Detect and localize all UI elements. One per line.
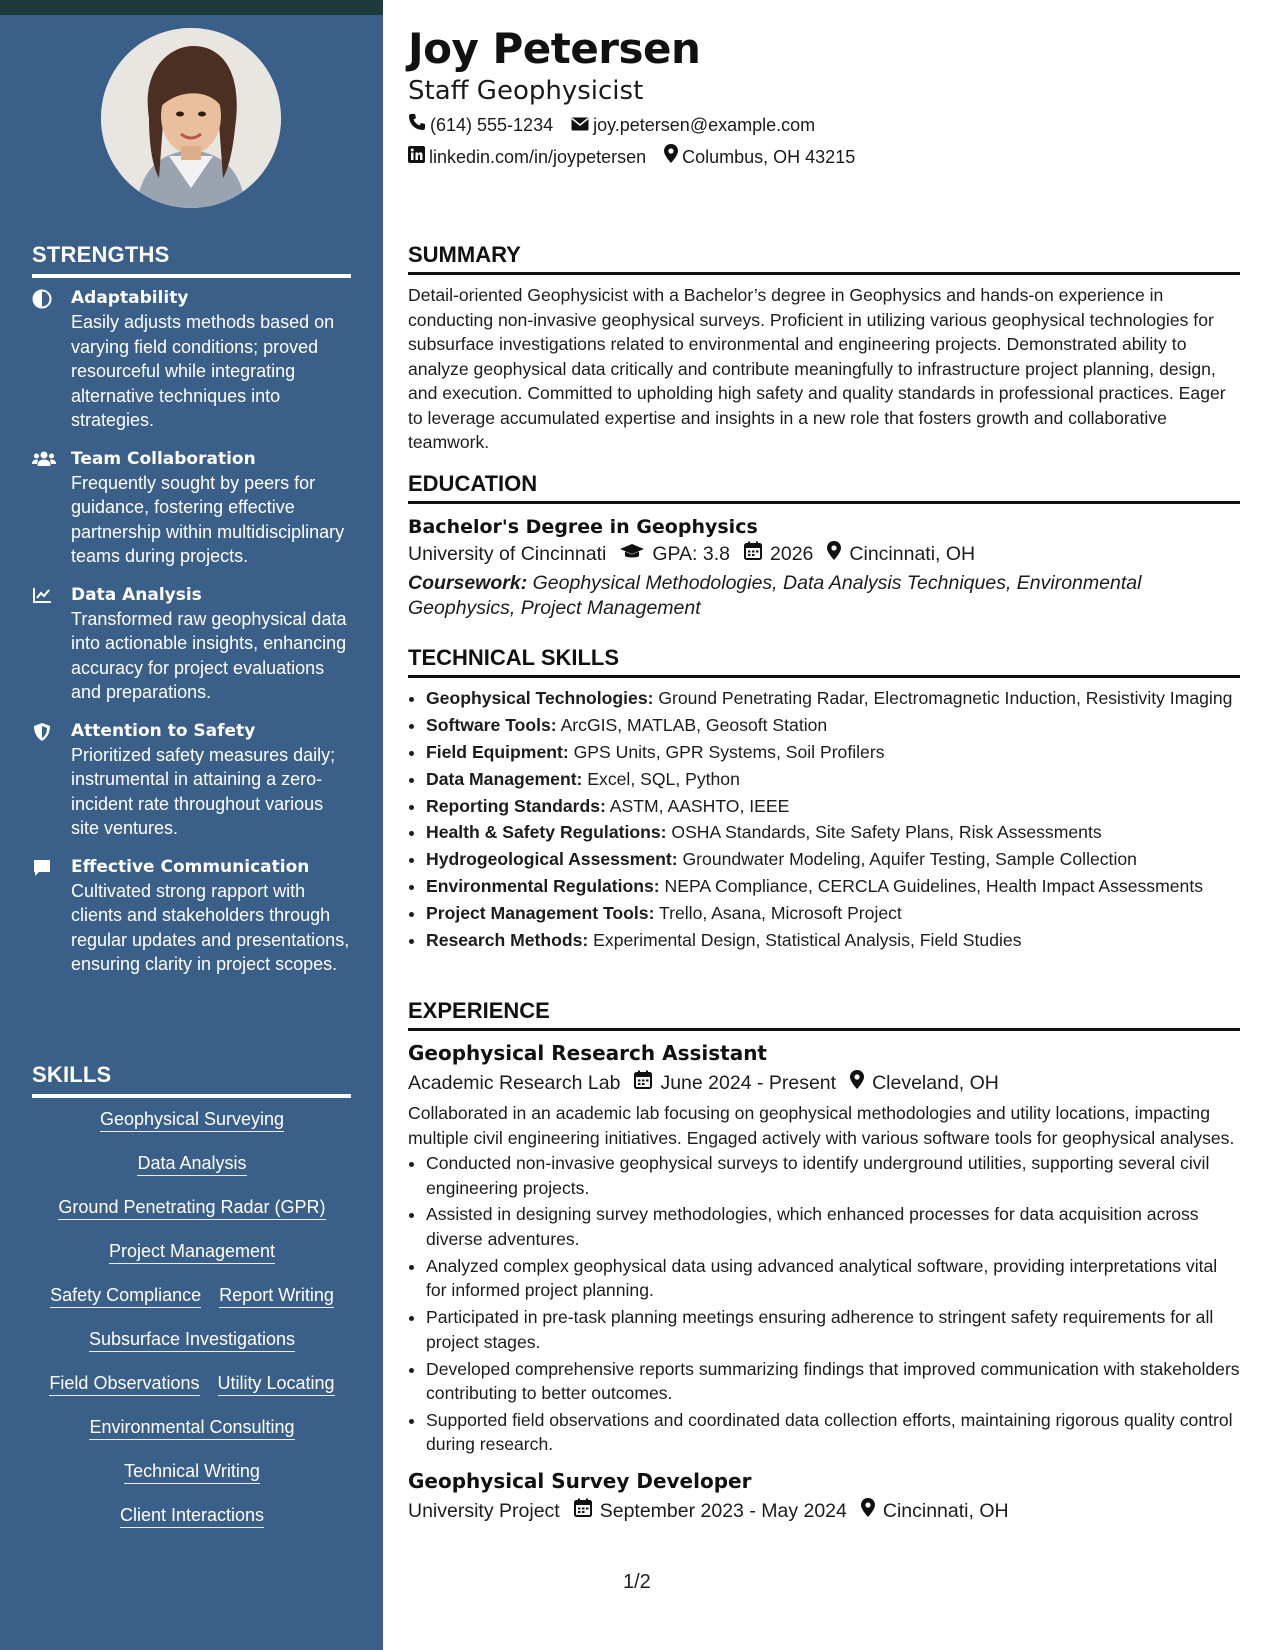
list-item bbox=[426, 847, 1240, 872]
strength-item bbox=[32, 583, 352, 705]
list-item: • Assisted in designing survey methodologies, which enhanced processes for data acquisition across diverse adventures. bbox=[426, 1202, 1240, 1251]
list-item bbox=[426, 928, 1240, 953]
linkedin-icon bbox=[408, 145, 429, 169]
strength-desc: Transformed raw geophysical data into actionable insights, enhancing accuracy for project evaluations and preparations. bbox=[71, 608, 347, 702]
job-dates: June 2024 - Present bbox=[660, 1072, 837, 1094]
gpa-text: GPA: 3.8 bbox=[652, 543, 731, 565]
skill-label: Field Equipment: bbox=[426, 741, 569, 762]
list-item: • Supported field observations and coordinated data collection efforts, maintaining rigorous quality control during research. bbox=[426, 1408, 1240, 1457]
map-pin-icon bbox=[827, 540, 849, 568]
skill-value: ArcGIS, MATLAB, Geosoft Station bbox=[556, 714, 828, 735]
skill-chip: Safety Compliance bbox=[50, 1284, 201, 1308]
coursework bbox=[408, 571, 1240, 620]
strength-desc: Prioritized safety measures daily; instrumental in attaining a zero-incident rate throughout various site ventures. bbox=[71, 744, 336, 838]
skills-list bbox=[32, 1108, 352, 1548]
strengths-list bbox=[32, 286, 352, 991]
half-circle-icon bbox=[32, 289, 54, 309]
skill-chip: Subsurface Investigations bbox=[89, 1328, 295, 1352]
skills-heading: SKILLS bbox=[32, 1062, 351, 1098]
list-item: • Conducted non-invasive geophysical surveys to identify underground utilities, supporting several civil engineering projects. bbox=[426, 1151, 1240, 1200]
technical-skills-list bbox=[408, 686, 1240, 953]
calendar-icon bbox=[634, 1069, 660, 1097]
skill-chip: Environmental Consulting bbox=[89, 1416, 294, 1440]
chart-line-icon bbox=[32, 586, 54, 606]
job-dates: September 2023 - May 2024 bbox=[599, 1499, 847, 1522]
education-meta bbox=[408, 540, 1240, 568]
skill-label: Software Tools: bbox=[426, 714, 557, 735]
strengths-heading: STRENGTHS bbox=[32, 242, 351, 278]
skill-label: Geophysical Technologies: bbox=[426, 688, 654, 708]
job-entry bbox=[408, 1039, 1240, 1457]
skill-label: Research Methods: bbox=[426, 930, 589, 951]
skill-value: Trello, Asana, Microsoft Project bbox=[654, 903, 902, 924]
job-dates-item bbox=[574, 1497, 847, 1525]
year-text: 2026 bbox=[770, 543, 814, 565]
skill-chip: Client Interactions bbox=[120, 1504, 264, 1528]
job-meta bbox=[408, 1497, 1240, 1525]
coursework-label: Coursework: bbox=[408, 572, 528, 594]
summary-section bbox=[408, 241, 1240, 455]
email-text: joy.petersen@example.com bbox=[593, 115, 816, 135]
candidate-name: Joy Petersen bbox=[408, 24, 701, 73]
list-item bbox=[426, 794, 1240, 819]
skill-chip: Project Management bbox=[109, 1240, 275, 1264]
graduation-cap-icon bbox=[620, 540, 652, 568]
job-summary: Collaborated in an academic lab focusing on geophysical methodologies and utility locations, impacting multiple civil engineering initiatives. Engaged actively with various software tools for geophysical analyses. bbox=[408, 1103, 1235, 1148]
list-item: • Analyzed complex geophysical data using advanced analytical software, providing interpretations vital for informed project planning. bbox=[426, 1254, 1240, 1303]
experience-section bbox=[408, 997, 1240, 1525]
strength-desc: Easily adjusts methods based on varying field conditions; proved resourceful while integrating alternative techniques into strategies. bbox=[71, 312, 335, 430]
map-pin-icon bbox=[850, 1069, 872, 1097]
linkedin-contact bbox=[408, 145, 646, 169]
skill-label: Health & Safety Regulations: bbox=[426, 822, 667, 843]
gpa-item bbox=[620, 540, 730, 568]
job-org: University Project bbox=[408, 1499, 560, 1522]
skill-chip: Data Analysis bbox=[137, 1152, 246, 1176]
strength-title: Team Collaboration bbox=[71, 448, 256, 469]
skill-chip: Ground Penetrating Radar (GPR) bbox=[58, 1196, 325, 1220]
technical-skills-section bbox=[408, 644, 1240, 955]
list-item bbox=[426, 820, 1240, 845]
skill-chip: Geophysical Surveying bbox=[100, 1108, 284, 1132]
sidebar-top-bar bbox=[0, 0, 383, 15]
strength-title: Adaptability bbox=[71, 288, 189, 308]
list-item bbox=[426, 740, 1240, 765]
list-item: • Participated in pre-task planning meetings ensuring adherence to stringent safety requirements for all project stages. bbox=[426, 1305, 1240, 1354]
location-contact bbox=[664, 144, 855, 169]
avatar bbox=[101, 28, 281, 208]
job-location: Cincinnati, OH bbox=[882, 1499, 1009, 1522]
users-icon bbox=[32, 450, 54, 470]
skill-value: Ground Penetrating Radar, Electromagnetic Induction, Resistivity Imaging bbox=[653, 688, 1233, 708]
list-item bbox=[426, 713, 1240, 738]
calendar-icon bbox=[574, 1497, 600, 1525]
map-pin-icon bbox=[861, 1497, 883, 1525]
year-item bbox=[744, 540, 813, 568]
skill-value: NEPA Compliance, CERCLA Guidelines, Health Impact Assessments bbox=[659, 876, 1204, 897]
contact-line-2 bbox=[408, 144, 873, 169]
candidate-role: Staff Geophysicist bbox=[408, 76, 644, 106]
envelope-icon bbox=[571, 113, 593, 137]
job-org: Academic Research Lab bbox=[408, 1072, 621, 1094]
phone-text: (614) 555-1234 bbox=[430, 115, 554, 135]
job-location-item bbox=[861, 1497, 1009, 1525]
location-text: Columbus, OH 43215 bbox=[682, 146, 856, 167]
map-pin-icon bbox=[664, 144, 682, 169]
skill-label: Data Management: bbox=[426, 768, 583, 789]
education-section bbox=[408, 470, 1240, 620]
job-location-item bbox=[850, 1069, 999, 1097]
phone-icon bbox=[408, 113, 430, 137]
job-location: Cleveland, OH bbox=[872, 1072, 999, 1094]
strength-title: Attention to Safety bbox=[71, 720, 256, 741]
edu-location-text: Cincinnati, OH bbox=[849, 543, 976, 565]
skill-value: GPS Units, GPR Systems, Soil Profilers bbox=[568, 741, 885, 762]
job-title: Geophysical Research Assistant bbox=[408, 1041, 767, 1065]
education-heading: EDUCATION bbox=[408, 470, 1240, 504]
linkedin-text: linkedin.com/in/joypetersen bbox=[429, 146, 647, 167]
degree-title: Bachelor's Degree in Geophysics bbox=[408, 516, 758, 538]
list-item bbox=[426, 686, 1240, 711]
strength-title: Data Analysis bbox=[71, 584, 202, 605]
list-item: • Developed comprehensive reports summarizing findings that improved communication with stakeholders contributing to better outcomes. bbox=[426, 1357, 1240, 1406]
list-item bbox=[426, 767, 1240, 792]
strength-item bbox=[32, 447, 352, 569]
experience-heading: EXPERIENCE bbox=[408, 997, 1240, 1031]
job-title: Geophysical Survey Developer bbox=[408, 1468, 752, 1493]
skill-value: Experimental Design, Statistical Analysis, Field Studies bbox=[588, 930, 1022, 951]
skill-label: Project Management Tools: bbox=[426, 903, 655, 924]
technical-skills-heading: TECHNICAL SKILLS bbox=[408, 644, 1240, 678]
job-dates-item bbox=[634, 1069, 836, 1097]
phone-contact bbox=[408, 113, 553, 137]
page-number: 1/2 bbox=[623, 1571, 651, 1593]
summary-heading: SUMMARY bbox=[408, 241, 1240, 275]
skill-label: Environmental Regulations: bbox=[426, 876, 660, 897]
strength-item bbox=[32, 855, 352, 977]
edu-location-item bbox=[827, 540, 975, 568]
skill-label: Hydrogeological Assessment: bbox=[426, 849, 678, 870]
comment-icon bbox=[32, 858, 54, 878]
skill-label: Reporting Standards: bbox=[426, 795, 606, 816]
list-item bbox=[426, 874, 1240, 899]
email-contact bbox=[571, 113, 815, 137]
calendar-icon bbox=[744, 540, 770, 568]
skill-value: Excel, SQL, Python bbox=[582, 768, 740, 789]
skill-chip: Report Writing bbox=[219, 1284, 334, 1308]
skill-value: OSHA Standards, Site Safety Plans, Risk Assessments bbox=[666, 822, 1102, 843]
strength-item bbox=[32, 719, 352, 841]
job-meta bbox=[408, 1069, 1240, 1097]
strength-desc: Frequently sought by peers for guidance, fostering effective partnership within multidisciplinary teams during projects. bbox=[71, 472, 345, 566]
skill-value: Groundwater Modeling, Aquifer Testing, Sample Collection bbox=[677, 849, 1137, 870]
school-name: University of Cincinnati bbox=[408, 543, 607, 565]
summary-text: Detail-oriented Geophysicist with a Bachelor’s degree in Geophysics and hands-on experience in conducting non-invasive geophysical surveys. Proficient in utilizing various geophysical technologies for subsurface investigations related to environmental and engineering projects. Demonstrated ability to analyze geophysical data critically and contribute meaningfully to infrastructure project planning, design, and execution. Committed to upholding high safety and quality standards in professional practices. Eager to leverage accumulated expertise and insights in a new role that fosters growth and collaborative teamwork. bbox=[408, 285, 1226, 452]
job-bullets bbox=[408, 1151, 1240, 1457]
contact-line-1 bbox=[408, 113, 833, 137]
sidebar bbox=[0, 0, 383, 1650]
shield-icon bbox=[32, 722, 54, 742]
strength-desc: Cultivated strong rapport with clients and stakeholders through regular updates and presentations, ensuring clarity in project scopes. bbox=[71, 880, 350, 974]
job-entry bbox=[408, 1467, 1240, 1525]
skill-value: ASTM, AASHTO, IEEE bbox=[605, 795, 790, 816]
strength-item bbox=[32, 286, 352, 433]
list-item bbox=[426, 901, 1240, 926]
skill-chip: Field Observations bbox=[49, 1372, 199, 1396]
coursework-text: Geophysical Methodologies, Data Analysis Techniques, Environmental Geophysics, Project Management bbox=[408, 572, 1142, 619]
strength-title: Effective Communication bbox=[71, 856, 310, 877]
skill-chip: Utility Locating bbox=[218, 1372, 335, 1396]
skill-chip: Technical Writing bbox=[124, 1460, 260, 1484]
